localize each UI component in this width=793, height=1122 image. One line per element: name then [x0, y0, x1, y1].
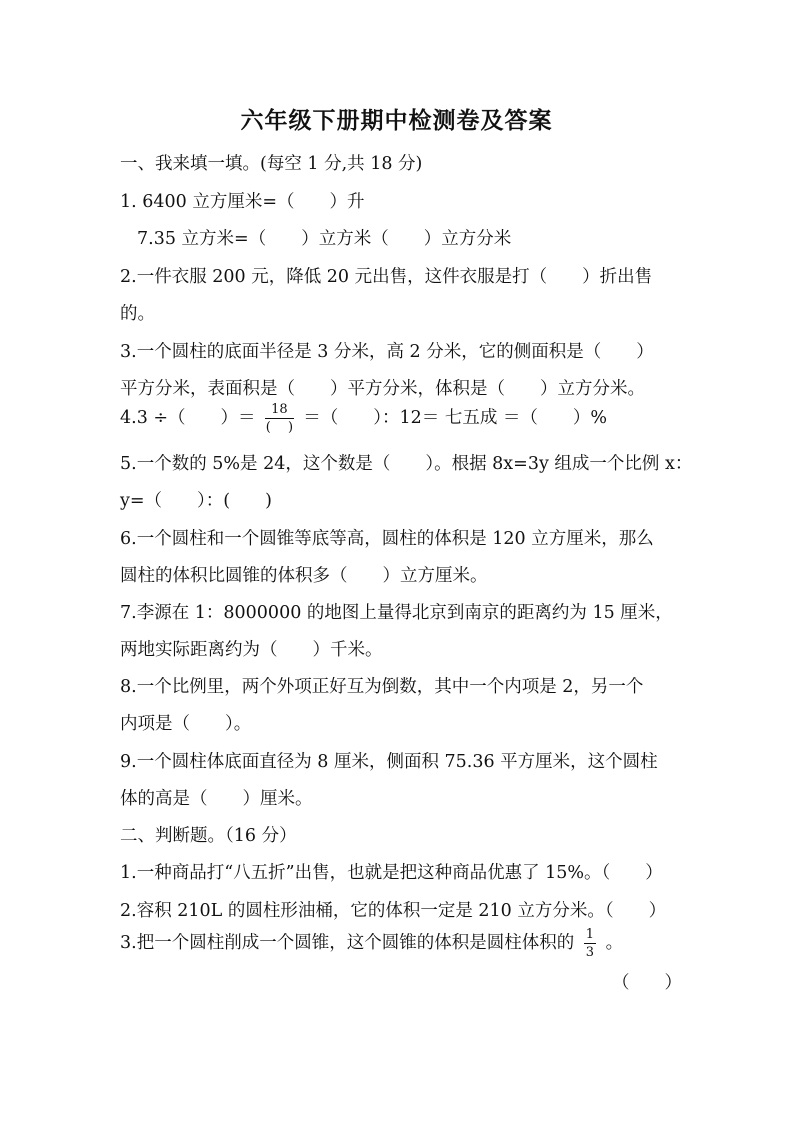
- question-4-fraction-denominator: ( ): [265, 420, 294, 435]
- question-9-line-1: 9.一个圆柱体底面直径为 8 厘米，侧面积 75.36 平方厘米，这个圆柱: [120, 752, 658, 772]
- question-3-line-1: 3.一个圆柱的底面半径是 3 分米，高 2 分米，它的侧面积是（ ）: [120, 342, 654, 362]
- question-4: [120, 403, 607, 434]
- question-5-line-2: y=（ ）：( ): [120, 491, 272, 511]
- question-1-line-2: 7.35 立方米=（ ）立方米（ ）立方分米: [137, 229, 512, 249]
- judgment-1: 1.一种商品打“八五折”出售，也就是把这种商品优惠了 15%。（ ）: [120, 863, 663, 883]
- question-7-line-2: 两地实际距离约为（ ）千米。: [120, 640, 383, 660]
- question-2-line-2: 的。: [120, 304, 155, 324]
- judgment-2: 2.容积 210L 的圆柱形油桶，它的体积一定是 210 立方分米。（ ）: [120, 901, 667, 921]
- question-5-line-1: 5.一个数的 5%是 24，这个数是（ ）。根据 8x=3y 组成一个比例 x：: [120, 454, 693, 474]
- question-9-line-2: 体的高是（ ）厘米。: [120, 789, 313, 809]
- question-7-line-1: 7.李源在 1：8000000 的地图上量得北京到南京的距离约为 15 厘米，: [120, 603, 673, 623]
- question-8-line-2: 内项是（ ）。: [120, 714, 252, 734]
- question-4-suffix: ＝（ ）：12＝ 七五成 ＝（ ）%: [303, 408, 608, 428]
- question-4-prefix: 4.3 ÷（ ）＝: [120, 408, 256, 428]
- section-header-judgment: 二、判断题。（16 分）: [120, 826, 297, 846]
- judgment-3-end: 。: [605, 933, 624, 953]
- question-6-line-2: 圆柱的体积比圆锥的体积多（ ）立方厘米。: [120, 566, 488, 586]
- judgment-3-fraction-denominator: 3: [585, 945, 595, 960]
- section-header-fill-in: 一、我来填一填。(每空 1 分,共 18 分): [120, 154, 423, 174]
- judgment-3-text: 3.把一个圆柱削成一个圆锥，这个圆锥的体积是圆柱体积的: [120, 933, 575, 953]
- judgment-3-answer-bracket: （ ）: [612, 973, 682, 993]
- question-8-line-1: 8.一个比例里，两个外项正好互为倒数，其中一个内项是 2，另一个: [120, 677, 644, 697]
- question-4-fraction: [265, 403, 294, 434]
- question-3-line-2: 平方分米，表面积是（ ）平方分米，体积是（ ）立方分米。: [120, 379, 645, 399]
- question-4-fraction-numerator: 18: [265, 403, 294, 419]
- question-2-line-1: 2.一件衣服 200 元，降低 20 元出售，这件衣服是打（ ）折出售: [120, 267, 653, 287]
- question-1-line-1: 1. 6400 立方厘米=（ ）升: [120, 192, 365, 212]
- judgment-3-fraction: [584, 928, 596, 959]
- judgment-3: [120, 928, 623, 959]
- judgment-3-fraction-numerator: 1: [585, 927, 595, 942]
- page-title: 六年级下册期中检测卷及答案: [240, 108, 553, 134]
- question-6-line-1: 6.一个圆柱和一个圆锥等底等高，圆柱的体积是 120 立方厘米，那么: [120, 529, 654, 549]
